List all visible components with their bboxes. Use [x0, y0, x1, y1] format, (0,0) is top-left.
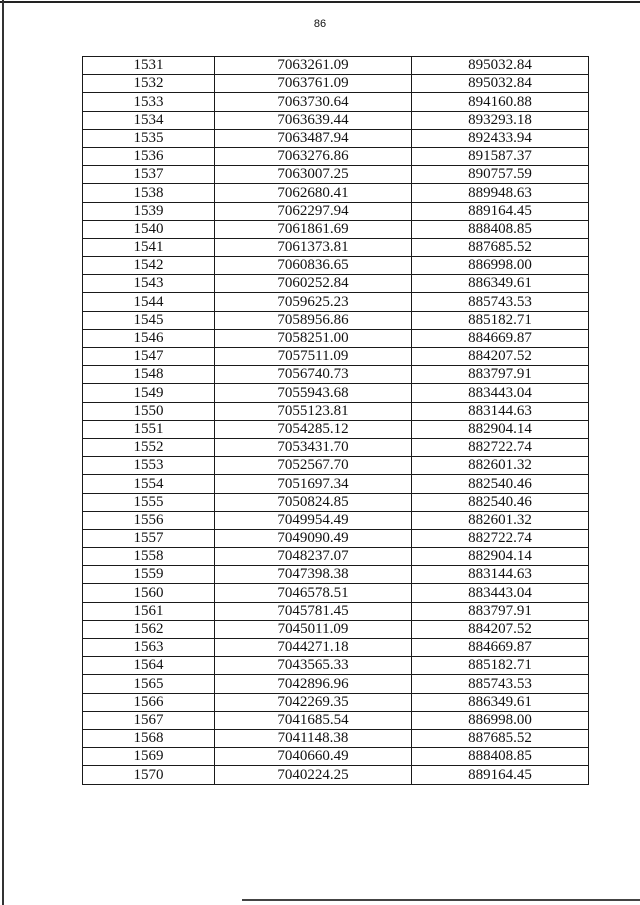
y-coordinate-cell: 892433.94 [412, 129, 589, 147]
x-coordinate-cell: 7063007.25 [215, 166, 412, 184]
x-coordinate-cell: 7059625.23 [215, 293, 412, 311]
point-number-cell: 1533 [83, 93, 215, 111]
table-row [83, 711, 589, 729]
y-coordinate-cell: 891587.37 [412, 147, 589, 165]
table-row [83, 93, 589, 111]
x-coordinate-cell: 7063276.86 [215, 147, 412, 165]
point-number-cell: 1565 [83, 675, 215, 693]
point-number-cell: 1544 [83, 293, 215, 311]
y-coordinate-cell: 882540.46 [412, 493, 589, 511]
point-number-cell: 1559 [83, 566, 215, 584]
x-coordinate-cell: 7060836.65 [215, 257, 412, 275]
coordinates-table-body [83, 57, 589, 785]
y-coordinate-cell: 882601.32 [412, 457, 589, 475]
y-coordinate-cell: 888408.85 [412, 748, 589, 766]
page-top-edge [0, 1, 640, 3]
x-coordinate-cell: 7045011.09 [215, 620, 412, 638]
x-coordinate-cell: 7041148.38 [215, 729, 412, 747]
x-coordinate-cell: 7056740.73 [215, 366, 412, 384]
x-coordinate-cell: 7061373.81 [215, 238, 412, 256]
point-number-cell: 1541 [83, 238, 215, 256]
y-coordinate-cell: 882904.14 [412, 548, 589, 566]
x-coordinate-cell: 7062297.94 [215, 202, 412, 220]
x-coordinate-cell: 7044271.18 [215, 639, 412, 657]
point-number-cell: 1567 [83, 711, 215, 729]
point-number-cell: 1550 [83, 402, 215, 420]
point-number-cell: 1535 [83, 129, 215, 147]
x-coordinate-cell: 7052567.70 [215, 457, 412, 475]
coordinates-table [82, 56, 589, 785]
x-coordinate-cell: 7063730.64 [215, 93, 412, 111]
point-number-cell: 1564 [83, 657, 215, 675]
page-bottom-edge [242, 899, 640, 901]
table-row [83, 529, 589, 547]
y-coordinate-cell: 884669.87 [412, 329, 589, 347]
point-number-cell: 1551 [83, 420, 215, 438]
y-coordinate-cell: 882722.74 [412, 529, 589, 547]
table-row [83, 75, 589, 93]
x-coordinate-cell: 7058251.00 [215, 329, 412, 347]
table-row [83, 748, 589, 766]
y-coordinate-cell: 883144.63 [412, 566, 589, 584]
y-coordinate-cell: 885182.71 [412, 311, 589, 329]
table-row [83, 584, 589, 602]
x-coordinate-cell: 7058956.86 [215, 311, 412, 329]
point-number-cell: 1554 [83, 475, 215, 493]
table-row [83, 202, 589, 220]
y-coordinate-cell: 888408.85 [412, 220, 589, 238]
table-row [83, 639, 589, 657]
x-coordinate-cell: 7042269.35 [215, 693, 412, 711]
table-row [83, 366, 589, 384]
y-coordinate-cell: 885182.71 [412, 657, 589, 675]
x-coordinate-cell: 7050824.85 [215, 493, 412, 511]
point-number-cell: 1546 [83, 329, 215, 347]
table-row [83, 220, 589, 238]
point-number-cell: 1539 [83, 202, 215, 220]
point-number-cell: 1548 [83, 366, 215, 384]
point-number-cell: 1534 [83, 111, 215, 129]
table-row [83, 475, 589, 493]
y-coordinate-cell: 893293.18 [412, 111, 589, 129]
x-coordinate-cell: 7063487.94 [215, 129, 412, 147]
y-coordinate-cell: 885743.53 [412, 293, 589, 311]
table-row [83, 166, 589, 184]
y-coordinate-cell: 886998.00 [412, 711, 589, 729]
table-row [83, 657, 589, 675]
point-number-cell: 1555 [83, 493, 215, 511]
x-coordinate-cell: 7060252.84 [215, 275, 412, 293]
table-row [83, 693, 589, 711]
table-row [83, 420, 589, 438]
table-row [83, 384, 589, 402]
point-number-cell: 1549 [83, 384, 215, 402]
x-coordinate-cell: 7063261.09 [215, 57, 412, 75]
point-number-cell: 1569 [83, 748, 215, 766]
y-coordinate-cell: 887685.52 [412, 238, 589, 256]
point-number-cell: 1557 [83, 529, 215, 547]
table-row [83, 111, 589, 129]
point-number-cell: 1540 [83, 220, 215, 238]
table-row [83, 438, 589, 456]
table-row [83, 57, 589, 75]
y-coordinate-cell: 887685.52 [412, 729, 589, 747]
x-coordinate-cell: 7041685.54 [215, 711, 412, 729]
x-coordinate-cell: 7063761.09 [215, 75, 412, 93]
table-row [83, 275, 589, 293]
point-number-cell: 1531 [83, 57, 215, 75]
x-coordinate-cell: 7047398.38 [215, 566, 412, 584]
y-coordinate-cell: 889164.45 [412, 202, 589, 220]
x-coordinate-cell: 7063639.44 [215, 111, 412, 129]
table-row [83, 729, 589, 747]
table-row [83, 566, 589, 584]
table-row [83, 129, 589, 147]
x-coordinate-cell: 7054285.12 [215, 420, 412, 438]
x-coordinate-cell: 7042896.96 [215, 675, 412, 693]
x-coordinate-cell: 7040660.49 [215, 748, 412, 766]
point-number-cell: 1561 [83, 602, 215, 620]
y-coordinate-cell: 883144.63 [412, 402, 589, 420]
table-row [83, 293, 589, 311]
table-row [83, 766, 589, 784]
point-number-cell: 1563 [83, 639, 215, 657]
y-coordinate-cell: 884207.52 [412, 348, 589, 366]
x-coordinate-cell: 7046578.51 [215, 584, 412, 602]
point-number-cell: 1562 [83, 620, 215, 638]
table-row [83, 602, 589, 620]
y-coordinate-cell: 886998.00 [412, 257, 589, 275]
x-coordinate-cell: 7043565.33 [215, 657, 412, 675]
point-number-cell: 1558 [83, 548, 215, 566]
table-row [83, 238, 589, 256]
y-coordinate-cell: 889164.45 [412, 766, 589, 784]
y-coordinate-cell: 889948.63 [412, 184, 589, 202]
y-coordinate-cell: 882722.74 [412, 438, 589, 456]
point-number-cell: 1560 [83, 584, 215, 602]
point-number-cell: 1545 [83, 311, 215, 329]
table-row [83, 348, 589, 366]
table-row [83, 402, 589, 420]
y-coordinate-cell: 895032.84 [412, 57, 589, 75]
y-coordinate-cell: 884669.87 [412, 639, 589, 657]
table-row [83, 620, 589, 638]
point-number-cell: 1570 [83, 766, 215, 784]
point-number-cell: 1537 [83, 166, 215, 184]
x-coordinate-cell: 7053431.70 [215, 438, 412, 456]
x-coordinate-cell: 7049090.49 [215, 529, 412, 547]
point-number-cell: 1538 [83, 184, 215, 202]
point-number-cell: 1566 [83, 693, 215, 711]
table-row [83, 329, 589, 347]
y-coordinate-cell: 884207.52 [412, 620, 589, 638]
x-coordinate-cell: 7055123.81 [215, 402, 412, 420]
x-coordinate-cell: 7048237.07 [215, 548, 412, 566]
x-coordinate-cell: 7045781.45 [215, 602, 412, 620]
point-number-cell: 1532 [83, 75, 215, 93]
table-row [83, 493, 589, 511]
point-number-cell: 1542 [83, 257, 215, 275]
x-coordinate-cell: 7061861.69 [215, 220, 412, 238]
table-row [83, 257, 589, 275]
point-number-cell: 1536 [83, 147, 215, 165]
x-coordinate-cell: 7062680.41 [215, 184, 412, 202]
y-coordinate-cell: 894160.88 [412, 93, 589, 111]
point-number-cell: 1552 [83, 438, 215, 456]
x-coordinate-cell: 7055943.68 [215, 384, 412, 402]
y-coordinate-cell: 883443.04 [412, 584, 589, 602]
y-coordinate-cell: 883797.91 [412, 602, 589, 620]
point-number-cell: 1556 [83, 511, 215, 529]
point-number-cell: 1547 [83, 348, 215, 366]
y-coordinate-cell: 883443.04 [412, 384, 589, 402]
y-coordinate-cell: 882601.32 [412, 511, 589, 529]
table-row [83, 548, 589, 566]
table-row [83, 147, 589, 165]
page-number: 86 [313, 18, 327, 30]
y-coordinate-cell: 886349.61 [412, 693, 589, 711]
y-coordinate-cell: 886349.61 [412, 275, 589, 293]
y-coordinate-cell: 885743.53 [412, 675, 589, 693]
point-number-cell: 1568 [83, 729, 215, 747]
y-coordinate-cell: 890757.59 [412, 166, 589, 184]
table-row [83, 184, 589, 202]
y-coordinate-cell: 882904.14 [412, 420, 589, 438]
table-row [83, 311, 589, 329]
x-coordinate-cell: 7040224.25 [215, 766, 412, 784]
point-number-cell: 1543 [83, 275, 215, 293]
table-row [83, 511, 589, 529]
x-coordinate-cell: 7057511.09 [215, 348, 412, 366]
table-row [83, 675, 589, 693]
point-number-cell: 1553 [83, 457, 215, 475]
page-left-edge [2, 0, 4, 905]
x-coordinate-cell: 7049954.49 [215, 511, 412, 529]
y-coordinate-cell: 895032.84 [412, 75, 589, 93]
y-coordinate-cell: 883797.91 [412, 366, 589, 384]
x-coordinate-cell: 7051697.34 [215, 475, 412, 493]
y-coordinate-cell: 882540.46 [412, 475, 589, 493]
table-row [83, 457, 589, 475]
